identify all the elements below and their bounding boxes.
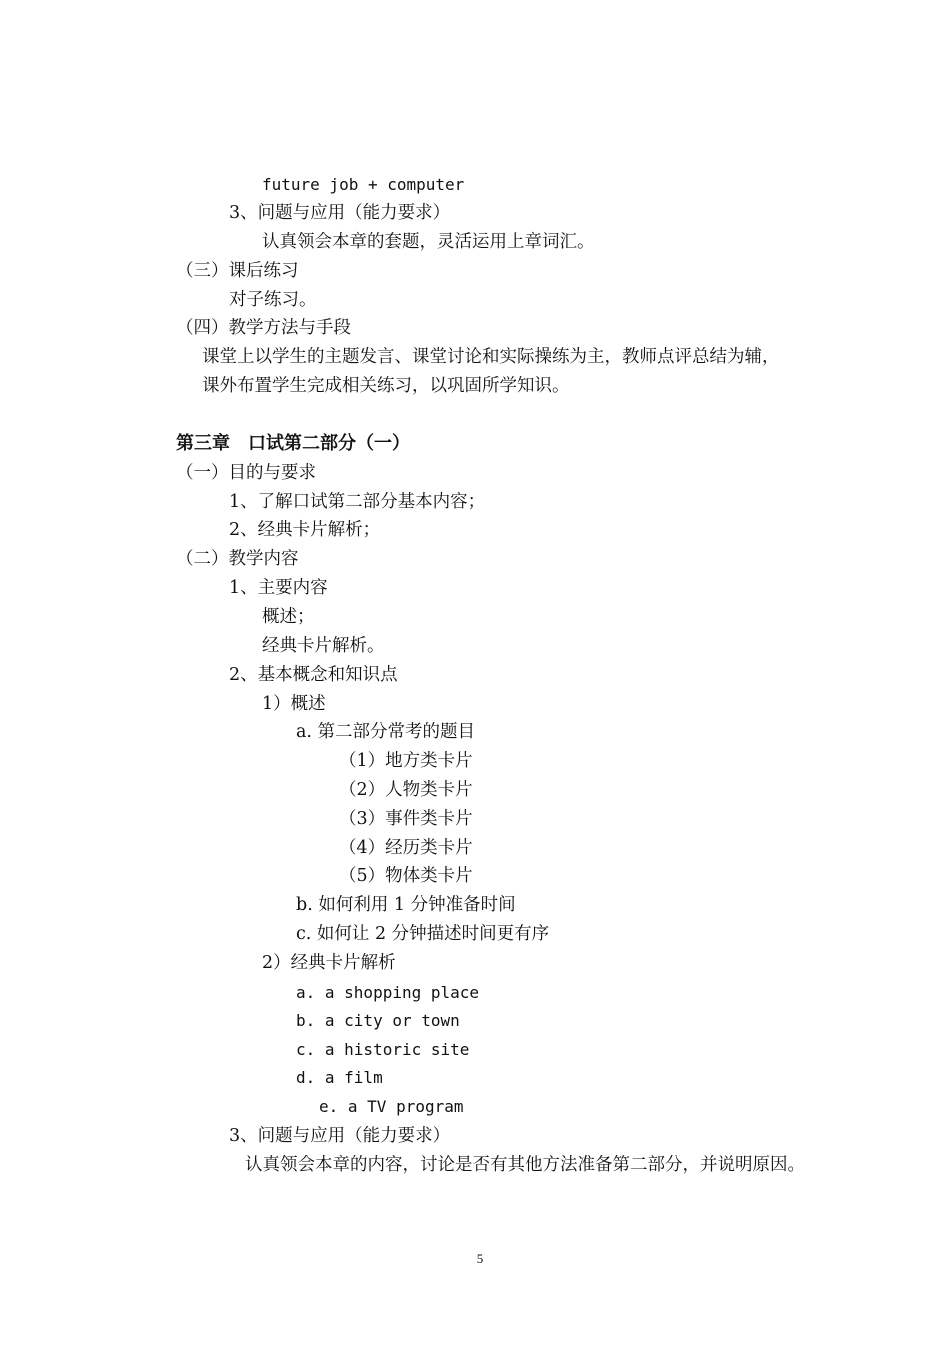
list-item: 2）经典卡片解析 — [262, 953, 396, 973]
list-item: b. 如何利用 1 分钟准备时间 — [296, 895, 516, 915]
text-line: 对子练习。 — [229, 290, 317, 310]
list-item: （4）经历类卡片 — [339, 838, 473, 858]
list-item: 1）概述 — [262, 694, 326, 714]
subsection-heading: 2、基本概念和知识点 — [229, 665, 398, 685]
section-heading: （三）课后练习 — [176, 261, 299, 281]
list-item: b. a city or town — [296, 1011, 460, 1030]
paragraph-line: 认真领会本章的内容，讨论是否有其他方法准备第二部分，并说明原因。 — [245, 1155, 805, 1175]
list-item: 1、了解口试第二部分基本内容； — [229, 492, 486, 512]
subsection-heading: 3、问题与应用（能力要求） — [229, 1126, 451, 1146]
list-item: d. a film — [296, 1068, 383, 1087]
list-item: （2）人物类卡片 — [339, 780, 473, 800]
section-heading: （一）目的与要求 — [176, 463, 316, 483]
list-item: e. a TV program — [319, 1097, 464, 1116]
paragraph-line: 课堂上以学生的主题发言、课堂讨论和实际操练为主，教师点评总结为辅， — [202, 347, 780, 367]
text-line: 认真领会本章的套题，灵活运用上章词汇。 — [262, 232, 595, 252]
list-item: 经典卡片解析。 — [262, 636, 385, 656]
subsection-heading: 3、问题与应用（能力要求） — [229, 203, 451, 223]
section-heading: （二）教学内容 — [176, 549, 299, 569]
list-item: c. 如何让 2 分钟描述时间更有序 — [296, 924, 550, 944]
page-number: 5 — [476, 1251, 484, 1266]
subsection-heading: 1、主要内容 — [229, 578, 328, 598]
list-item: a. a shopping place — [296, 983, 480, 1002]
list-item: （1）地方类卡片 — [339, 751, 473, 771]
list-item: （5）物体类卡片 — [339, 866, 473, 886]
text-line: future job + computer — [262, 175, 465, 194]
list-item: 2、经典卡片解析； — [229, 520, 381, 540]
section-heading: （四）教学方法与手段 — [176, 318, 351, 338]
list-item: 概述； — [262, 607, 315, 627]
list-item: （3）事件类卡片 — [339, 809, 473, 829]
list-item: a. 第二部分常考的题目 — [296, 722, 476, 742]
list-item: c. a historic site — [296, 1040, 470, 1059]
paragraph-line: 课外布置学生完成相关练习，以巩固所学知识。 — [202, 376, 570, 396]
chapter-title: 第三章 口试第二部分（一） — [176, 433, 410, 454]
